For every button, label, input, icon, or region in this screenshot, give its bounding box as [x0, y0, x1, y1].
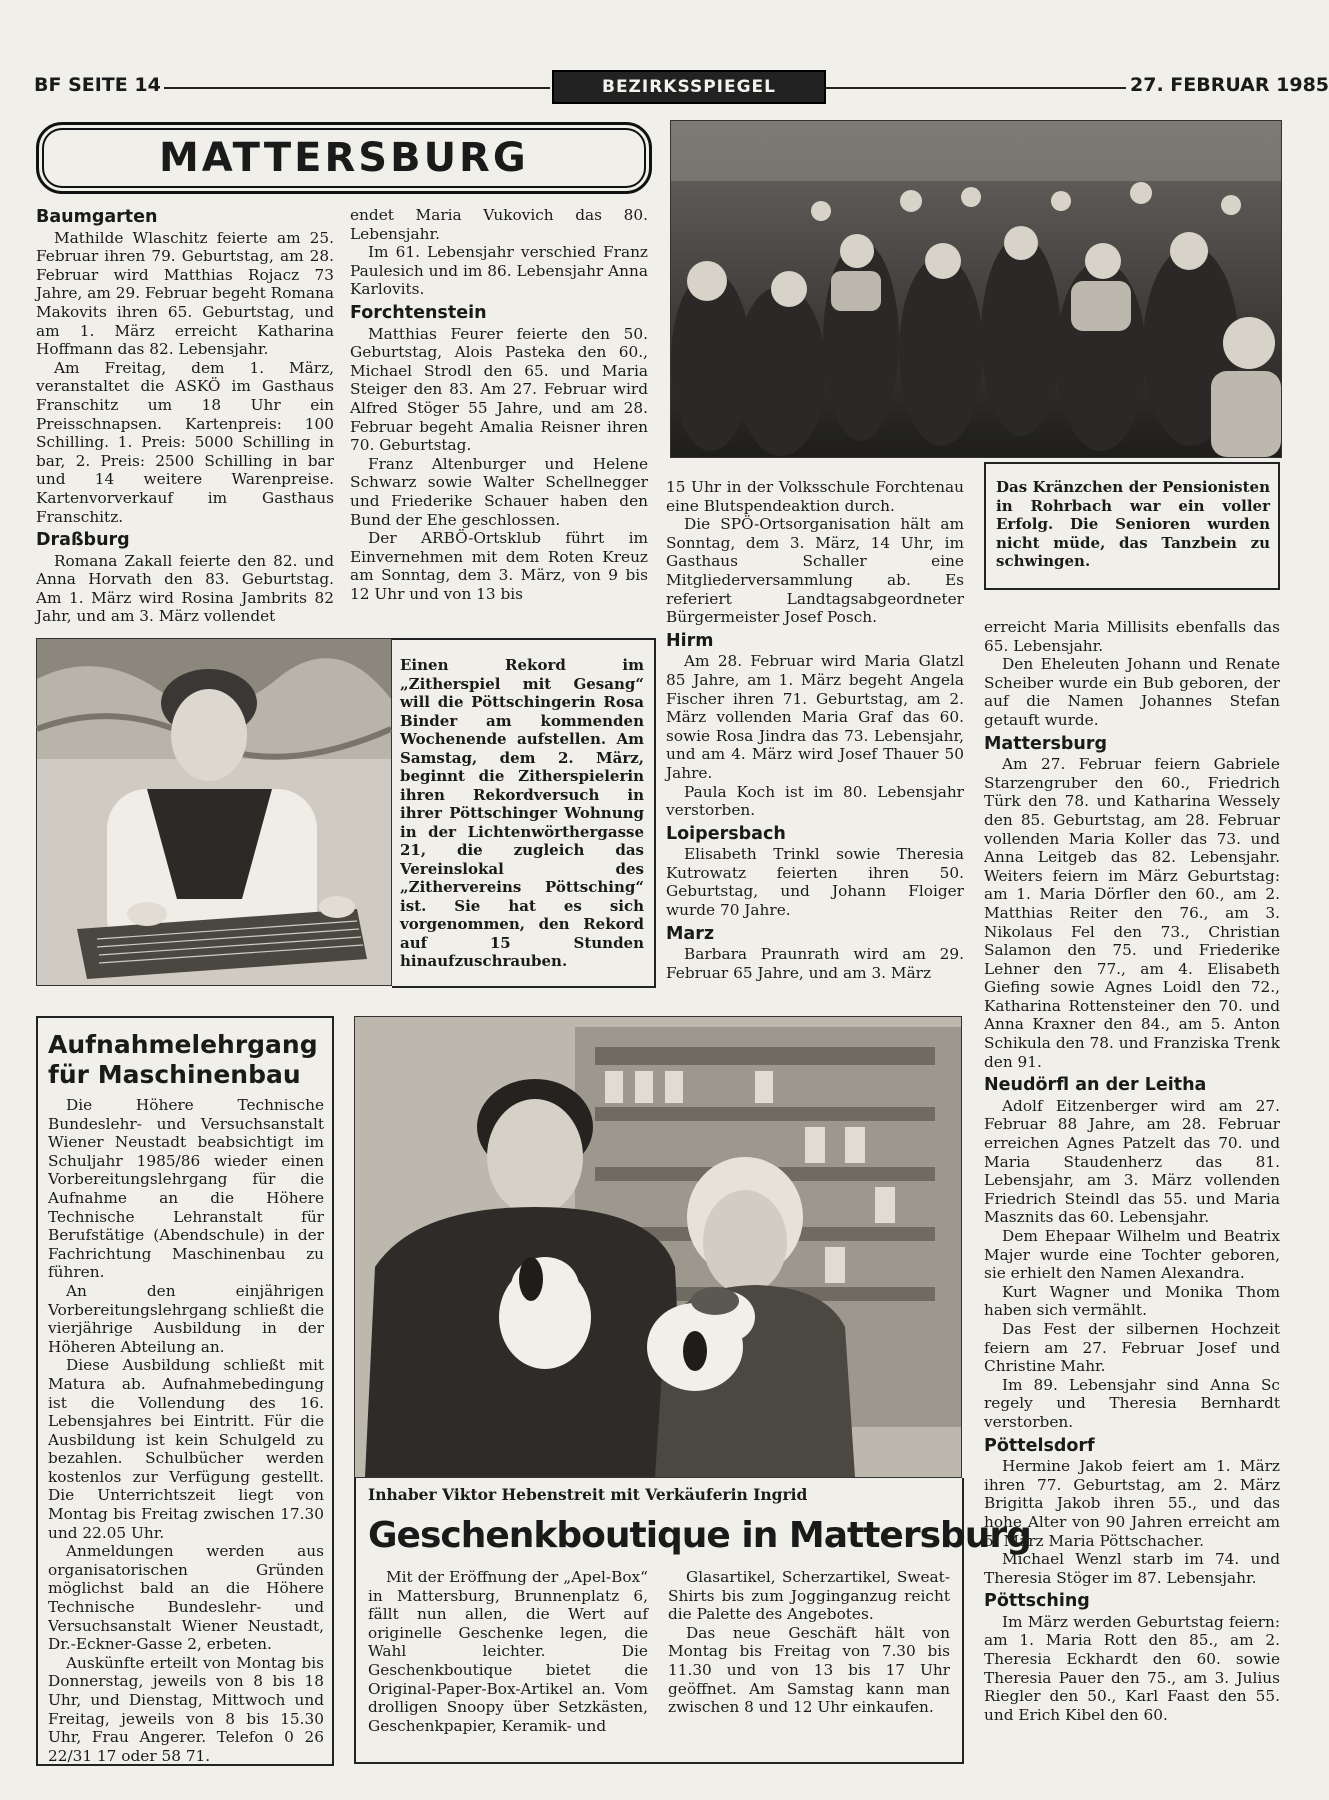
header-rule-right — [826, 87, 1126, 89]
column-4 — [984, 618, 1280, 1724]
article-paragraph: Paula Koch ist im 80. Lebensjahr verstorben. — [666, 782, 964, 820]
column-2 — [350, 206, 648, 603]
page-header — [34, 70, 1329, 104]
boutique-left-column — [368, 1568, 648, 1735]
dance-caption-box — [984, 462, 1280, 590]
article-paragraph: Das Fest der silbernen Hochzeit feiern am 27. Februar Josef und Christine Mahr. — [984, 1319, 1280, 1376]
article-paragraph: Das neue Geschäft hält von Montag bis Freitag von 7.30 bis 11.30 und von 13 bis 17 Uhr geöffnet. Am Samstag kann man zwischen 8 und 12 Uhr einkaufen. — [668, 1623, 950, 1717]
zither-caption: Einen Rekord im „Zitherspiel mit Gesang“ will die Pöttschingerin Rosa Binder am kommenden Wochenende aufstellen. Am Samstag, dem 2. März, beginnt die Zitherspielerin ihren Rekordversuch in ihrer Pöttschinger Wohnung in der Lichtenwörthergasse 21, die zugleich das Vereinslokal des „Zithervereins Pöttsching“ ist. Sie hat es sich vorgenommen, den Rekord auf 15 Stunden hinaufzuschrauben. — [400, 656, 644, 970]
article-paragraph: Der ARBÖ-Ortsklub führt im Einvernehmen mit dem Roten Kreuz am Sonntag, dem 3. März, von 9 bis 12 Uhr und von 13 bis — [350, 529, 648, 603]
boutique-photo — [354, 1016, 962, 1478]
locality-heading: Marz — [666, 923, 715, 944]
article-paragraph: Am 27. Februar feiern Gabriele Starzengruber den 60., Friedrich Türk den 78. und Katharina Wessely den 85. Geburtstag, am 28. Februar vollenden Maria Koller das 73. und Anna Leitgeb das 82. Lebensjahr. Weiters feiern im März Geburtstag: am 1. Maria Dörfler den 60., am 2. Matthias Reiter den 76., am 3. Nikolaus Fel den 73., Christian Salamon den 75. und Friederike Lehner den 77., am 4. Elisabeth Giefing sowie Agnes Loidl den 72., Katharina Rottensteiner den 70. und Anna Kraxner den 84., am 5. Anton Schikula den 78. und Franziska Trenk den 91. — [984, 755, 1280, 1071]
locality-heading: Neudörfl an der Leitha — [984, 1075, 1207, 1096]
article-paragraph: Adolf Eitzenberger wird am 27. Februar 88 Jahre, am 28. Februar erreichen Agnes Patzelt das 70. und Maria Staudenherz das 81. Lebensjahr, am 3. März vollenden Friedrich Steindl das 55. und Maria Masznits das 60. Lebensjahr. — [984, 1096, 1280, 1227]
locality-heading: Baumgarten — [36, 207, 158, 227]
locality-heading: Draßburg — [36, 530, 130, 551]
article-paragraph: Hermine Jakob feiert am 1. März ihren 77. Geburtstag, am 2. März Brigitta Jakob ihren 55., und das hohe Alter von 90 Jahren erreicht am 5. März Maria Pöttschacher. — [984, 1457, 1280, 1550]
locality-heading: Pöttelsdorf — [984, 1435, 1095, 1456]
article-paragraph: Kurt Wagner und Monika Thom haben sich vermählt. — [984, 1282, 1280, 1320]
boutique-headline: Geschenkboutique in Mattersburg — [368, 1515, 1031, 1556]
section-label: BEZIRKSSPIEGEL — [552, 70, 826, 104]
article-paragraph: Matthias Feurer feierte den 50. Geburtstag, Alois Pasteka den 60., Michael Strodl den 65. und Maria Steiger den 83. Am 27. Februar wird Alfred Stöger 55 Jahre, und am 28. Februar begeht Amalia Reisner ihren 70. Geburtstag. — [350, 324, 648, 455]
course-body — [48, 1096, 324, 1765]
article-paragraph: Den Eheleuten Johann und Renate Scheiber wurde ein Bub geboren, der auf die Namen Johannes Stefan getauft wurde. — [984, 655, 1280, 729]
article-paragraph: Michael Wenzl starb im 74. und Theresia Stöger im 87. Lebensjahr. — [984, 1550, 1280, 1587]
article-paragraph: Barbara Praunrath wird am 29. Februar 65 Jahre, und am 3. März — [666, 945, 964, 982]
article-paragraph: Im 61. Lebensjahr verschied Franz Paulesich und im 86. Lebensjahr Anna Karlovits. — [350, 243, 648, 299]
article-paragraph: Auskünfte erteilt von Montag bis Donnerstag, jeweils von 8 bis 18 Uhr, und Dienstag, Mittwoch und Freitag, jeweils von 8 bis 15.30 Uhr, Frau Angerer. Telefon 0 26 22/31 17 oder 58 71. — [48, 1653, 324, 1765]
article-paragraph: Die Höhere Technische Bundeslehr- und Versuchsanstalt Wiener Neustadt beabsichtigt im Schuljahr 1985/86 wieder einen Vorbereitungslehrgang für die Aufnahme an die Höhere Technische Lehranstalt für Berufstätige (Abendschule) in der Fachrichtung Maschinenbau zu führen. — [48, 1096, 324, 1282]
article-paragraph: An den einjährigen Vorbereitungslehrgang schließt die vierjährige Ausbildung in der Höheren Abteilung an. — [48, 1281, 324, 1356]
locality-heading: Loipersbach — [666, 823, 786, 844]
header-rule-left — [164, 87, 550, 89]
zither-photo — [36, 638, 392, 986]
article-paragraph: endet Maria Vukovich das 80. Lebensjahr. — [350, 206, 648, 243]
dance-caption: Das Kränzchen der Pensionisten in Rohrbach war ein voller Erfolg. Die Senioren wurden nicht müde, das Tanzbein zu schwingen. — [996, 478, 1270, 570]
article-paragraph: erreicht Maria Millisits ebenfalls das 65. Lebensjahr. — [984, 618, 1280, 655]
locality-heading: Pöttsching — [984, 1591, 1090, 1612]
course-article-box — [36, 1016, 334, 1766]
article-paragraph: Elisabeth Trinkl sowie Theresia Kutrowatz feierten ihren 50. Geburtstag, und Johann Floiger wurde 70 Jahre. — [666, 845, 964, 920]
boutique-photo-caption: Inhaber Viktor Hebenstreit mit Verkäuferin Ingrid — [368, 1485, 808, 1504]
zither-photo-image — [37, 639, 391, 985]
locality-heading: Mattersburg — [984, 733, 1108, 754]
column-1 — [36, 208, 334, 626]
article-paragraph: Im März werden Geburtstag feiern: am 1. Maria Rott den 85., am 2. Theresia Eckhardt den 60. sowie Theresia Pauer den 75., am 3. Julius Riegler den 50., Karl Faast den 55. und Erich Kibel den 60. — [984, 1612, 1280, 1724]
zither-caption-box — [392, 638, 656, 988]
page-number: BF SEITE 14 — [34, 74, 161, 96]
section-title: MATTERSBURG — [159, 135, 529, 181]
course-headline: Aufnahmelehrgang für Maschinenbau — [48, 1030, 318, 1089]
article-paragraph: Mit der Eröffnung der „Apel-Box“ in Mattersburg, Brunnenplatz 6, fällt nun allen, die Wert auf originelle Geschenke legen, die Wahl leichter. Die Geschenkboutique bietet die Original-Paper-Box-Artikel an. Vom drolligen Snoopy über Setzkästen, Geschenkpapier, Keramik- und — [368, 1568, 648, 1735]
issue-date: 27. FEBRUAR 1985 — [1130, 74, 1329, 96]
article-paragraph: Glasartikel, Scherzartikel, Sweat-Shirts bis zum Jogginganzug reicht die Palette des Angebotes. — [668, 1568, 950, 1624]
article-paragraph: Romana Zakall feierte den 82. und Anna Horvath den 83. Geburtstag. Am 1. März wird Rosina Jambrits 82 Jahr, und am 3. März vollendet — [36, 551, 334, 626]
article-paragraph: Diese Ausbildung schließt mit Matura ab. Aufnahmebedingung ist die Vollendung des 16. Lebensjahres bei Eintritt. Für die Ausbildung ist kein Schulgeld zu bezahlen. Schulbücher werden kostenlos zur Verfügung gestellt. Die Unterrichtszeit liegt von Montag bis Freitag zwischen 17.30 und 22.05 Uhr. — [48, 1356, 324, 1542]
article-paragraph: Anmeldungen werden aus organisatorischen Gründen möglichst bald an die Höhere Technische Bundeslehr- und Versuchsanstalt Wiener Neustadt, Dr.-Eckner-Gasse 2, erbeten. — [48, 1542, 324, 1654]
article-paragraph: Dem Ehepaar Wilhelm und Beatrix Majer wurde eine Tochter geboren, sie erhielt den Namen Alexandra. — [984, 1227, 1280, 1283]
article-paragraph: Am 28. Februar wird Maria Glatzl 85 Jahre, am 1. März begeht Angela Fischer ihren 71. Geburtstag, am 2. März vollenden Maria Graf das 60. sowie Rosa Jindra das 73. Lebensjahr, und am 4. März wird Josef Thauer 50 Jahre. — [666, 652, 964, 782]
article-paragraph: Die SPÖ-Ortsorganisation hält am Sonntag, dem 3. März, 14 Uhr, im Gasthaus Schaller eine Mitgliederversammlung ab. Es referiert Landtagsabgeordneter Bürgermeister Josef Posch. — [666, 515, 964, 627]
locality-heading: Forchtenstein — [350, 302, 487, 323]
section-title-box — [36, 122, 652, 194]
article-paragraph: 15 Uhr in der Volksschule Forchtenau eine Blutspendeaktion durch. — [666, 478, 964, 515]
dance-photo-image — [671, 121, 1281, 457]
article-paragraph: Am Freitag, dem 1. März, veranstaltet die ASKÖ im Gasthaus Franschitz um 18 Uhr ein Preisschnapsen. Kartenpreis: 100 Schilling. 1. Preis: 5000 Schilling in bar, 2. Preis: 2500 Schilling in bar und 14 weitere Warenpreise. Kartenvorverkauf im Gasthaus Franschitz. — [36, 358, 334, 526]
boutique-article-box — [354, 1478, 1031, 1764]
boutique-right-column — [668, 1568, 950, 1717]
locality-heading: Hirm — [666, 630, 714, 651]
column-3 — [666, 478, 964, 982]
dance-photo — [670, 120, 1282, 458]
article-paragraph: Im 89. Lebensjahr sind Anna Sc regely und Theresia Bernhardt verstorben. — [984, 1375, 1280, 1431]
article-paragraph: Franz Altenburger und Helene Schwarz sowie Walter Schellnegger und Friederike Schauer haben den Bund der Ehe geschlossen. — [350, 454, 648, 529]
article-paragraph: Mathilde Wlaschitz feierte am 25. Februar ihren 79. Geburtstag, am 28. Februar wird Matthias Rojacz 73 Jahre, am 29. Februar begeht Romana Makovits ihren 65. Geburtstag, und am 1. März erreicht Katharina Hoffmann das 82. Lebensjahr. — [36, 228, 334, 359]
boutique-photo-image — [355, 1017, 961, 1477]
